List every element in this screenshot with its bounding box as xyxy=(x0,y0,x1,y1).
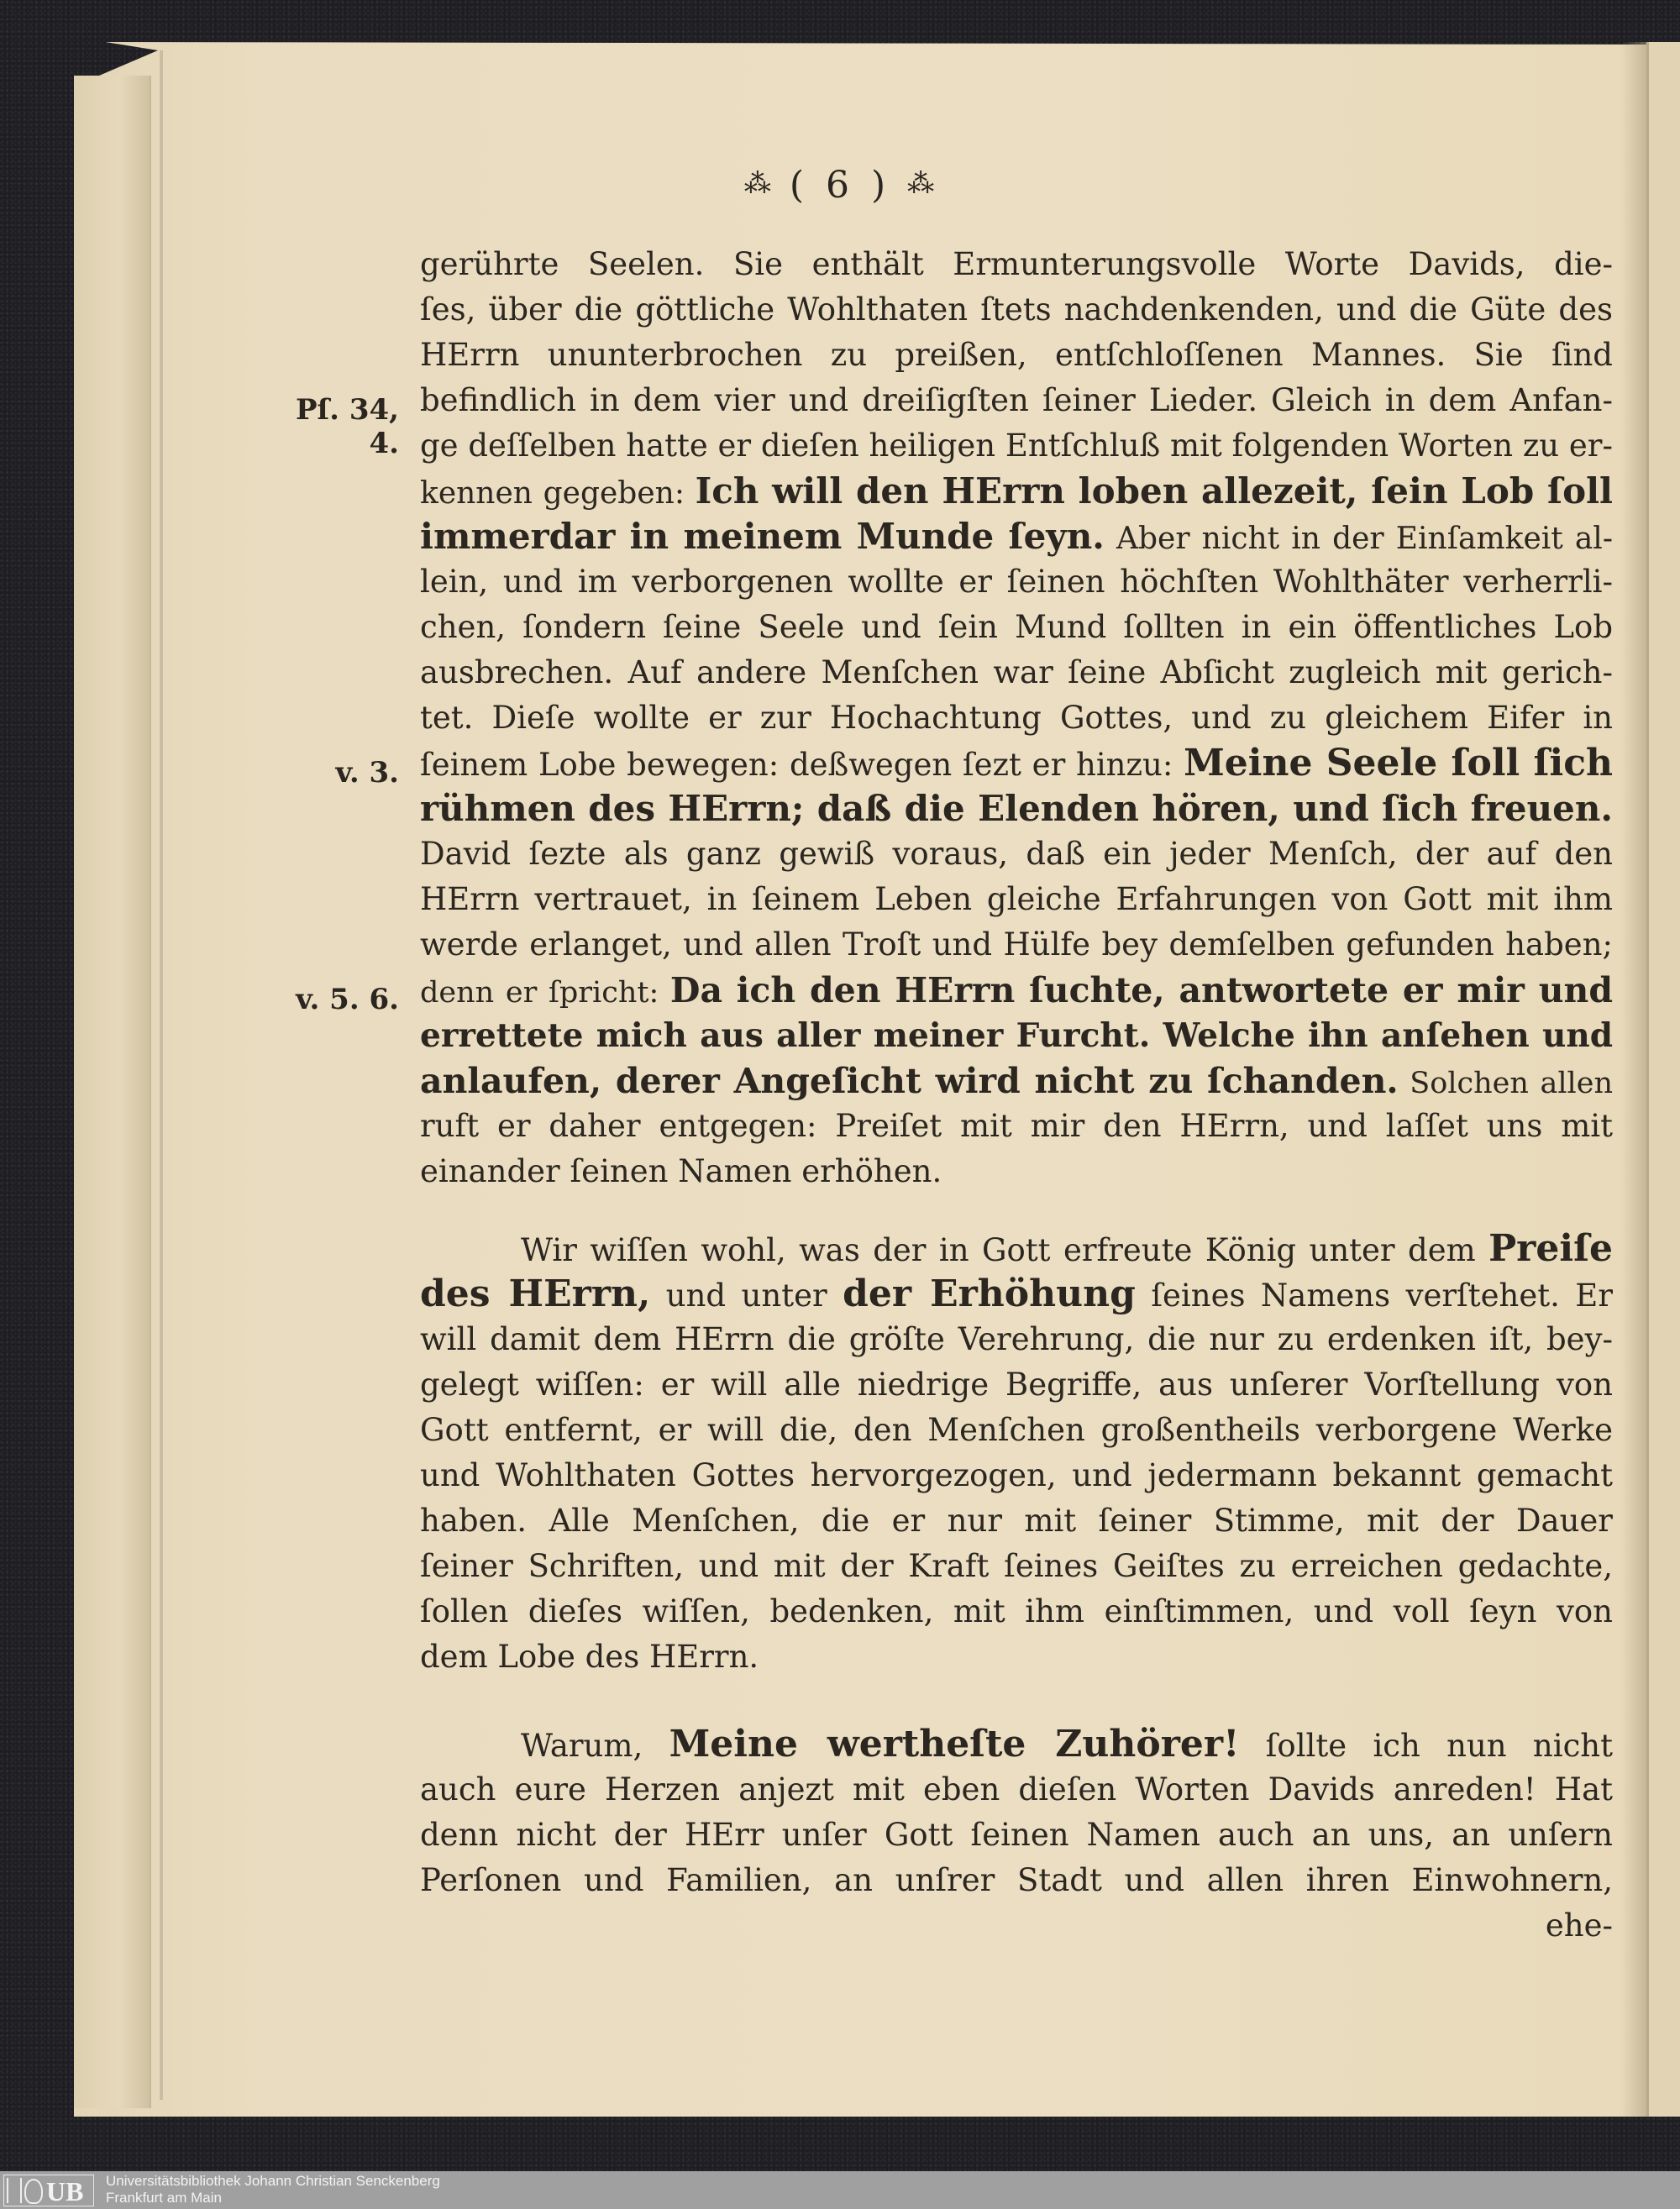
text-line: will damit dem HErrn die gröſte Verehrung, die nur zu erdenken iſt, bey- xyxy=(420,1321,1613,1357)
text-line: Gott entfernt, er will die, den Menſchen großentheils verborgene Werke xyxy=(420,1412,1613,1448)
scripture-quote: errettete mich aus aller meiner Furcht. Welche ihn anſehen und xyxy=(420,1016,1613,1055)
text-line: ruft er daher entgegen: Preiſet mit mir den HErrn, und laſſet uns mit xyxy=(420,1108,1613,1144)
text-line: HErrn vertrauet, in ſeinem Leben gleiche Erfahrungen von Gott mit ihm xyxy=(420,881,1613,917)
ornament-left: ⁂ xyxy=(743,167,773,199)
text-line: befindlich in dem vier und dreiſigſten ſeiner Lieder. Gleich in dem Anfan- xyxy=(420,382,1613,418)
text-line: ge deſſelben hatte er dieſen heiligen Entſchluß mit folgenden Worten zu er- xyxy=(420,428,1613,464)
scripture-quote: Meine Seele ſoll ſich xyxy=(1184,742,1613,784)
scripture-quote: rühmen des HErrn; daß die Elenden hören, und ſich freuen. xyxy=(420,788,1613,829)
library-name-line1: Universitätsbibliothek Johann Christian Senckenberg xyxy=(106,2173,440,2189)
text-run: kennen gegeben: xyxy=(420,476,685,511)
text-run: ſollte ich nun nicht xyxy=(1265,1728,1613,1764)
logo-text: UB xyxy=(46,2176,84,2206)
text-run: Wir wiſſen wohl, was der in Gott erfreute König unter dem xyxy=(521,1232,1476,1268)
text-line: Perſonen und Familien, an unſrer Stadt und allen ihren Einwohnern, xyxy=(420,1862,1613,1898)
text-line: tet. Dieſe wollte er zur Hochachtung Gottes, und zu gleichem Eifer in xyxy=(420,700,1613,736)
library-logo[interactable] xyxy=(3,2175,94,2206)
scripture-quote: Da ich den HErrn ſuchte, antwortete er mir und xyxy=(669,970,1613,1010)
text-line xyxy=(420,968,1613,1013)
page-header xyxy=(0,164,1680,207)
text-run: Warum, xyxy=(521,1728,643,1764)
text-run: und unter xyxy=(665,1278,827,1314)
text-line: werde erlanget, und allen Troſt und Hülfe bey demſelben gefunden haben; xyxy=(420,926,1613,963)
catchword: ehe- xyxy=(1545,1907,1613,1944)
text-run: Solchen allen xyxy=(1410,1067,1613,1100)
fold-crease xyxy=(160,50,163,2100)
text-line: lein, und im verborgenen wollte er ſeinen höchſten Wohlthäter verherrli- xyxy=(420,564,1613,600)
emphasis-run: Preiſe xyxy=(1488,1227,1613,1270)
library-footer xyxy=(0,2171,1680,2209)
page-fold-strip xyxy=(74,76,151,2108)
emphasis-run: des HErrn, xyxy=(420,1272,651,1315)
columns-icon xyxy=(7,2178,22,2203)
text-run: ſeines Namens verſtehet. Er xyxy=(1151,1278,1613,1314)
address-emphasis: Meine wertheſte Zuhörer! xyxy=(669,1723,1240,1766)
text-line: ausbrechen. Auf andere Menſchen war ſeine Abſicht zugleich mit gerich- xyxy=(420,654,1613,690)
scripture-quote: immerdar in meinem Munde ſeyn. xyxy=(420,516,1105,557)
library-name-line2: Frankfurt am Main xyxy=(106,2190,222,2206)
text-line xyxy=(420,1272,1613,1317)
text-run: ſeinem Lobe bewegen: deßwegen ſezt er hinzu: xyxy=(420,747,1173,783)
portrait-icon xyxy=(24,2179,43,2204)
text-line: chen, ſondern ſeine Seele und ſein Mund ſollten in ein öffentliches Lob xyxy=(420,609,1613,645)
ornament-right: ⁂ xyxy=(907,167,937,199)
text-line: David ſezte als ganz gewiß voraus, daß ein jeder Menſch, der auf den xyxy=(420,836,1613,872)
text-line: ſeiner Schriften, und mit der Kraft ſeines Geiſtes zu erreichen gedachte, xyxy=(420,1548,1613,1584)
text-line: und Wohlthaten Gottes hervorgezogen, und jedermann bekannt gemacht xyxy=(420,1457,1613,1493)
text-line: ſes, über die göttliche Wohlthaten ſtets nachdenkenden, und die Güte des xyxy=(420,291,1613,328)
emphasis-run: der Erhöhung xyxy=(843,1272,1136,1315)
text-line xyxy=(420,741,1613,786)
paragraph-1 xyxy=(420,242,1613,1194)
text-run: denn er ſpricht: xyxy=(420,976,659,1010)
text-line xyxy=(420,1058,1613,1104)
text-line: einander ſeinen Namen erhöhen. xyxy=(420,1153,942,1189)
text-line: denn nicht der HErr unſer Gott ſeinen Namen auch an uns, an unſern xyxy=(420,1817,1613,1853)
paragraph-3 xyxy=(420,1722,1613,1949)
margin-note-psalm: Pſ. 34, 4. xyxy=(295,393,399,460)
text-line: ſollen dieſes wiſſen, bedenken, mit ihm einſtimmen, und voll ſeyn von xyxy=(420,1593,1613,1629)
text-line: auch eure Herzen anjezt mit eben dieſen Worten Davids anreden! Hat xyxy=(420,1771,1613,1808)
text-line xyxy=(420,1722,1613,1767)
adjacent-page-edge xyxy=(1646,42,1680,2117)
gutter-shadow xyxy=(1621,42,1646,2117)
text-line: HErrn ununterbrochen zu preißen, entſchloſſenen Mannes. Sie ſind xyxy=(420,337,1613,373)
text-line xyxy=(420,514,1613,559)
text-line xyxy=(420,1013,1613,1058)
text-line xyxy=(420,469,1613,514)
scripture-quote: anlaufen, derer Angeſicht wird nicht zu ſchanden. xyxy=(420,1061,1399,1101)
text-line xyxy=(420,1226,1613,1272)
text-line: gelegt wiſſen: er will alle niedrige Begriffe, aus unſerer Vorſtellung von xyxy=(420,1367,1613,1403)
margin-note-verse-5-6: v. 5. 6. xyxy=(296,983,399,1016)
library-name xyxy=(106,2173,440,2206)
text-run: Aber nicht in der Einſamkeit al- xyxy=(1116,522,1613,556)
page-number: ( 6 ) xyxy=(789,164,891,207)
text-line: dem Lobe des HErrn. xyxy=(420,1639,759,1675)
margin-note-verse-3: v. 3. xyxy=(335,756,399,790)
text-line: gerührte Seelen. Sie enthält Ermunterungsvolle Worte Davids, die- xyxy=(420,246,1613,282)
scripture-quote: Ich will den HErrn loben allezeit, ſein Lob ſoll xyxy=(695,470,1613,512)
text-line xyxy=(420,786,1613,832)
text-line: haben. Alle Menſchen, die er nur mit ſeiner Stimme, mit der Dauer xyxy=(420,1503,1613,1539)
paragraph-2 xyxy=(420,1226,1613,1680)
